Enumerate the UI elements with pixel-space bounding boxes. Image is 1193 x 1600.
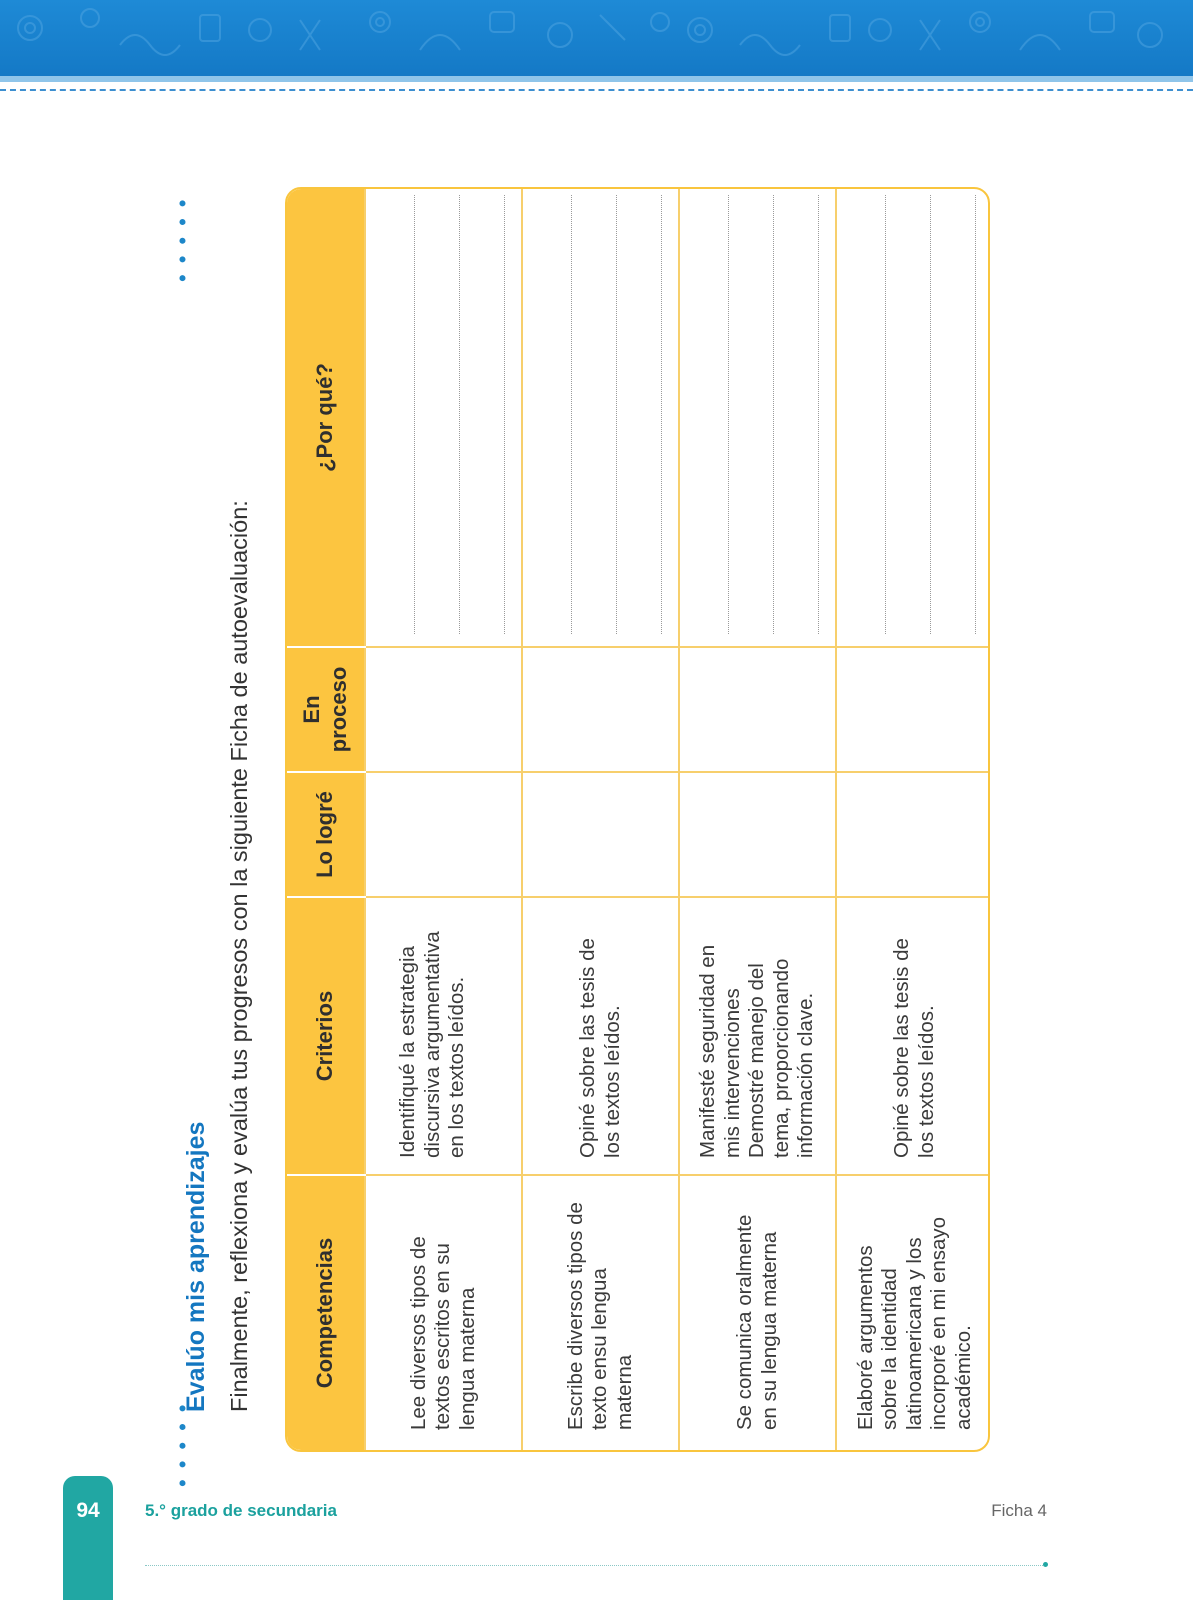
- writing-line[interactable]: [688, 195, 729, 634]
- table-header-row: [287, 189, 365, 1450]
- header-competencias: Competencias: [287, 1175, 365, 1450]
- table-row: [679, 189, 836, 1450]
- footer-dotted-line: [145, 1565, 1047, 1566]
- por-que-cell[interactable]: [836, 189, 990, 647]
- criterio-cell: Identifiqué la estrategia discursiva argumentativa en los textos leídos.: [365, 897, 522, 1175]
- writing-line[interactable]: [460, 195, 505, 634]
- writing-line[interactable]: [572, 195, 617, 634]
- writing-line[interactable]: [531, 195, 572, 634]
- page-number-tab: [63, 1476, 113, 1600]
- top-banner: [0, 0, 1193, 76]
- header-por-que: ¿Por qué?: [287, 189, 365, 647]
- lo-logre-cell[interactable]: [365, 772, 522, 897]
- header-en-proceso: En proceso: [287, 647, 365, 772]
- banner-doodle-pattern: [0, 0, 1193, 76]
- banner-dashed-divider: [0, 89, 1193, 91]
- competencia-cell: Elaboré argumentos sobre la identidad latinoamericana y los incorporé en mi ensayo académico.: [836, 1175, 990, 1450]
- en-proceso-cell[interactable]: [679, 647, 836, 772]
- writing-line[interactable]: [845, 195, 886, 634]
- table-row: [522, 189, 679, 1450]
- lo-logre-cell[interactable]: [679, 772, 836, 897]
- writing-line[interactable]: [931, 195, 976, 634]
- footer-dot: [1043, 1562, 1048, 1567]
- criterio-cell: Opiné sobre las tesis de los textos leídos.: [836, 897, 990, 1175]
- writing-line[interactable]: [886, 195, 931, 634]
- criterio-cell: Manifesté seguridad en mis intervenciones Demostré manejo del tema, proporcionando información clave.: [679, 897, 836, 1175]
- title-dots-right: •••••: [170, 188, 195, 282]
- writing-line[interactable]: [774, 195, 819, 634]
- writing-line[interactable]: [617, 195, 662, 634]
- en-proceso-cell[interactable]: [365, 647, 522, 772]
- en-proceso-cell[interactable]: [522, 647, 679, 772]
- section-title: Evalúo mis aprendizajes: [182, 1121, 210, 1412]
- en-proceso-cell[interactable]: [836, 647, 990, 772]
- criterio-cell: Opiné sobre las tesis de los textos leídos.: [522, 897, 679, 1175]
- ficha-label: Ficha 4: [991, 1501, 1047, 1520]
- grade-label: 5.° grado de secundaria: [145, 1501, 337, 1520]
- por-que-cell[interactable]: [365, 189, 522, 647]
- table-row: [836, 189, 990, 1450]
- self-evaluation-table: [285, 187, 990, 1452]
- lo-logre-cell[interactable]: [522, 772, 679, 897]
- rotated-content: [170, 187, 1000, 1487]
- table-row: [365, 189, 522, 1450]
- header-criterios: Criterios: [287, 897, 365, 1175]
- banner-stripe: [0, 76, 1193, 82]
- writing-line[interactable]: [415, 195, 460, 634]
- competencia-cell: Escribe diversos tipos de texto ensu lengua materna: [522, 1175, 679, 1450]
- writing-line[interactable]: [729, 195, 774, 634]
- competencia-cell: Se comunica oralmente en su lengua materna: [679, 1175, 836, 1450]
- page-number: 94: [76, 1499, 100, 1522]
- lo-logre-cell[interactable]: [836, 772, 990, 897]
- title-dots-left: •••••: [170, 1393, 195, 1487]
- por-que-cell[interactable]: [679, 189, 836, 647]
- intro-text: Finalmente, reflexiona y evalúa tus progresos con la siguiente Ficha de autoevaluación:: [226, 500, 252, 1412]
- competencia-cell: Lee diversos tipos de textos escritos en su lengua materna: [365, 1175, 522, 1450]
- por-que-cell[interactable]: [522, 189, 679, 647]
- header-lo-logre: Lo logré: [287, 772, 365, 897]
- writing-line[interactable]: [374, 195, 415, 634]
